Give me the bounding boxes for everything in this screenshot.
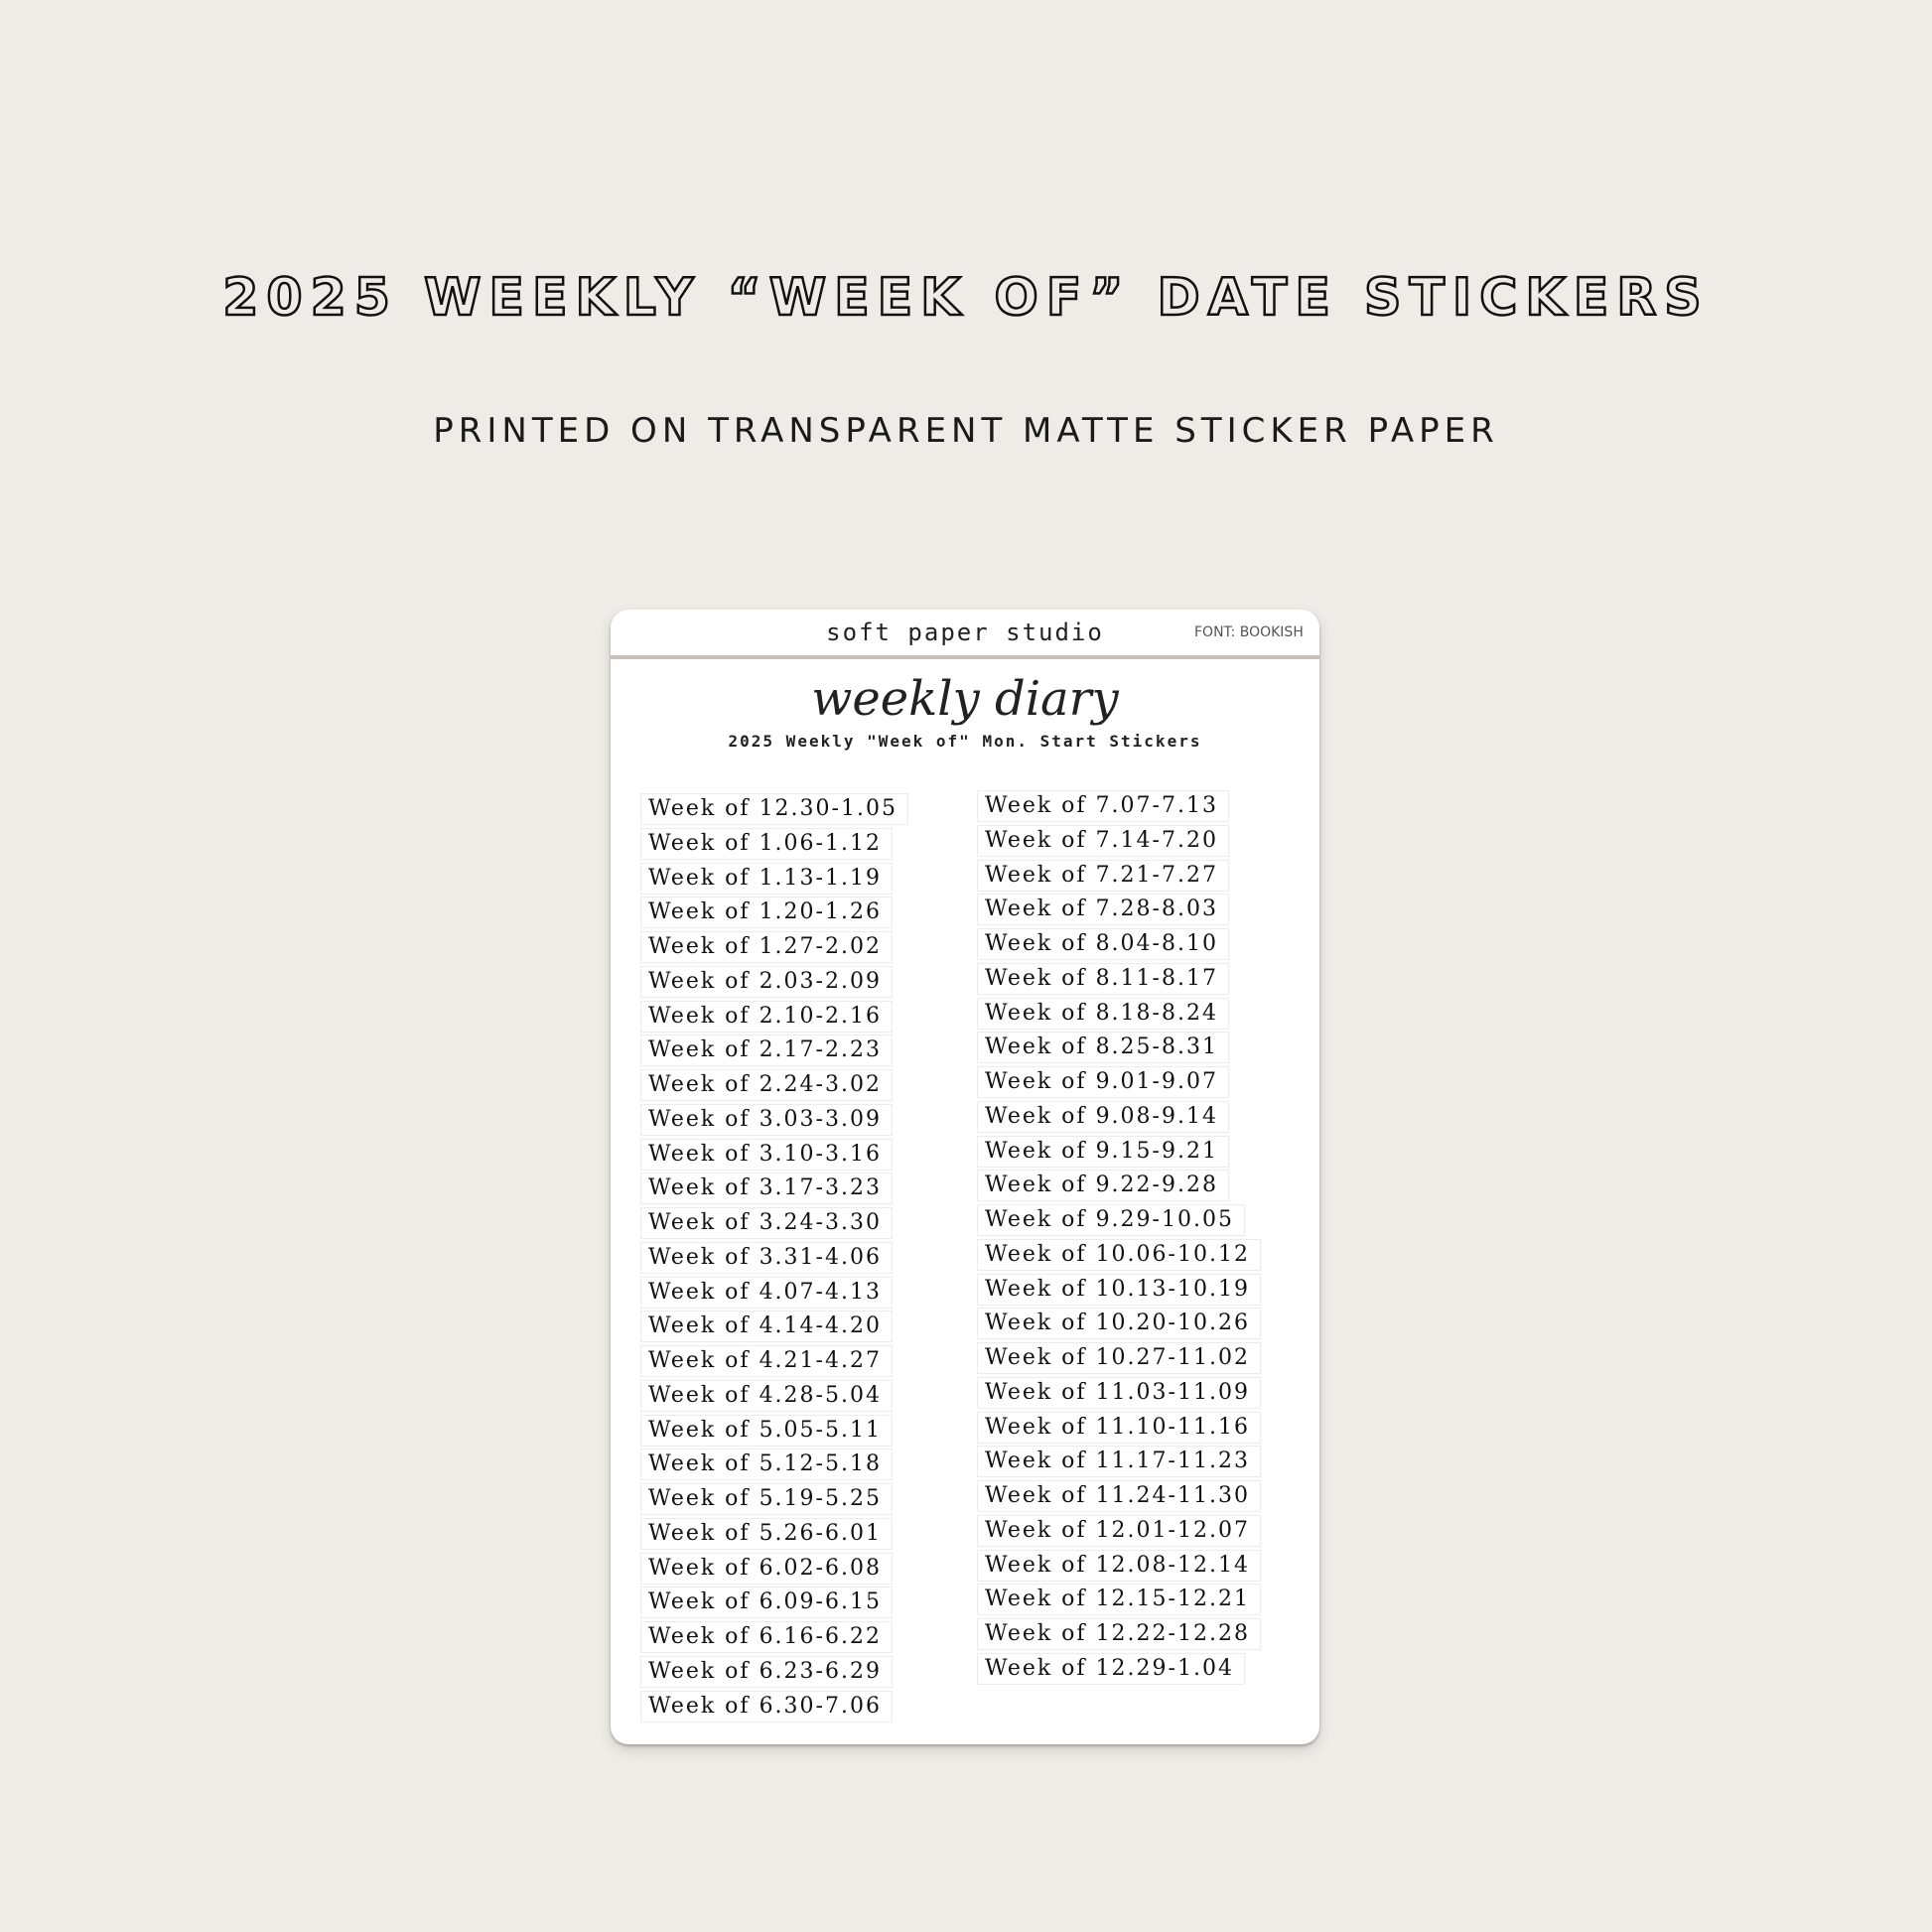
- date-sticker: [977, 1136, 1261, 1171]
- date-sticker: [977, 1066, 1261, 1101]
- date-sticker: [640, 1483, 908, 1518]
- date-sticker-label: Week of 8.25-8.31: [977, 1032, 1229, 1063]
- date-sticker-label: Week of 6.02-6.08: [640, 1553, 893, 1585]
- date-sticker: [640, 1587, 908, 1621]
- font-note: FONT: BOOKISH: [1194, 624, 1304, 640]
- date-sticker-label: Week of 12.08-12.14: [977, 1550, 1261, 1582]
- date-sticker: [640, 1311, 908, 1345]
- date-sticker-label: Week of 9.29-10.05: [977, 1204, 1245, 1236]
- date-sticker: [640, 897, 908, 931]
- date-sticker-label: Week of 1.27-2.02: [640, 931, 893, 963]
- date-sticker-label: Week of 3.03-3.09: [640, 1104, 893, 1136]
- date-sticker: [640, 1621, 908, 1656]
- date-sticker-label: Week of 1.20-1.26: [640, 897, 893, 928]
- right-sticker-column: [977, 790, 1261, 1688]
- date-sticker-label: Week of 9.15-9.21: [977, 1136, 1229, 1168]
- date-sticker: [977, 1239, 1261, 1274]
- date-sticker-label: Week of 12.01-12.07: [977, 1515, 1261, 1547]
- date-sticker-label: Week of 3.10-3.16: [640, 1139, 893, 1171]
- date-sticker-label: Week of 2.24-3.02: [640, 1069, 893, 1101]
- sheet-script-title: weekly diary: [811, 671, 1119, 727]
- date-sticker-label: Week of 3.24-3.30: [640, 1207, 893, 1239]
- date-sticker-label: Week of 6.23-6.29: [640, 1656, 893, 1688]
- date-sticker-label: Week of 7.21-7.27: [977, 860, 1229, 892]
- date-sticker-label: Week of 9.01-9.07: [977, 1066, 1229, 1098]
- date-sticker: [640, 1069, 908, 1104]
- date-sticker: [977, 1550, 1261, 1585]
- date-sticker-label: Week of 12.30-1.05: [640, 793, 908, 825]
- date-sticker: [640, 1345, 908, 1380]
- date-sticker: [977, 1584, 1261, 1618]
- date-sticker: [977, 1412, 1261, 1447]
- date-sticker-label: Week of 7.28-8.03: [977, 894, 1229, 925]
- date-sticker-label: Week of 12.15-12.21: [977, 1584, 1261, 1615]
- date-sticker: [640, 1656, 908, 1691]
- date-sticker-label: Week of 11.10-11.16: [977, 1412, 1261, 1444]
- date-sticker-label: Week of 8.18-8.24: [977, 998, 1229, 1030]
- date-sticker-label: Week of 6.30-7.06: [640, 1691, 893, 1723]
- date-sticker-label: Week of 12.29-1.04: [977, 1653, 1245, 1685]
- header-divider: [611, 655, 1319, 659]
- date-sticker-label: Week of 1.13-1.19: [640, 863, 893, 895]
- date-sticker-label: Week of 9.08-9.14: [977, 1101, 1229, 1133]
- date-sticker-label: Week of 2.17-2.23: [640, 1035, 893, 1066]
- sheet-subtitle: 2025 Weekly "Week of" Mon. Start Stickers: [728, 732, 1202, 751]
- page-title: 2025 WEEKLY “WEEK OF” DATE STICKERS: [222, 268, 1710, 328]
- date-sticker: [640, 1380, 908, 1415]
- date-sticker-label: Week of 4.07-4.13: [640, 1277, 893, 1309]
- sheet-header: [611, 610, 1319, 655]
- date-sticker-label: Week of 8.11-8.17: [977, 963, 1229, 995]
- date-sticker-label: Week of 10.06-10.12: [977, 1239, 1261, 1271]
- date-sticker-label: Week of 3.31-4.06: [640, 1242, 893, 1274]
- date-sticker: [977, 1515, 1261, 1550]
- date-sticker-label: Week of 4.28-5.04: [640, 1380, 893, 1412]
- date-sticker: [640, 1518, 908, 1553]
- date-sticker-label: Week of 4.14-4.20: [640, 1311, 893, 1342]
- date-sticker: [977, 1308, 1261, 1342]
- date-sticker: [640, 1104, 908, 1139]
- date-sticker: [977, 1446, 1261, 1480]
- date-sticker-label: Week of 8.04-8.10: [977, 928, 1229, 960]
- date-sticker: [640, 1449, 908, 1483]
- date-sticker-label: Week of 6.16-6.22: [640, 1621, 893, 1653]
- date-sticker-label: Week of 7.14-7.20: [977, 825, 1229, 857]
- page-subtitle: PRINTED ON TRANSPARENT MATTE STICKER PAPER: [433, 411, 1499, 451]
- date-sticker: [640, 1277, 908, 1311]
- date-sticker: [977, 894, 1261, 928]
- date-sticker: [977, 1032, 1261, 1066]
- date-sticker-label: Week of 11.03-11.09: [977, 1377, 1261, 1409]
- date-sticker: [977, 1101, 1261, 1136]
- date-sticker-label: Week of 7.07-7.13: [977, 790, 1229, 822]
- date-sticker-label: Week of 4.21-4.27: [640, 1345, 893, 1377]
- date-sticker: [977, 1170, 1261, 1204]
- date-sticker: [977, 1653, 1261, 1688]
- date-sticker-label: Week of 5.19-5.25: [640, 1483, 893, 1515]
- date-sticker: [640, 1001, 908, 1035]
- date-sticker-label: Week of 9.22-9.28: [977, 1170, 1229, 1201]
- date-sticker: [977, 1204, 1261, 1239]
- date-sticker: [977, 860, 1261, 895]
- date-sticker: [977, 928, 1261, 963]
- date-sticker: [977, 963, 1261, 998]
- date-sticker: [977, 1480, 1261, 1515]
- date-sticker-label: Week of 5.05-5.11: [640, 1415, 893, 1447]
- date-sticker: [640, 966, 908, 1001]
- date-sticker-label: Week of 2.03-2.09: [640, 966, 893, 998]
- date-sticker: [640, 1242, 908, 1277]
- date-sticker: [977, 1342, 1261, 1377]
- date-sticker-label: Week of 10.27-11.02: [977, 1342, 1261, 1374]
- date-sticker: [640, 828, 908, 863]
- date-sticker: [640, 1207, 908, 1242]
- date-sticker: [977, 790, 1261, 825]
- date-sticker: [977, 1618, 1261, 1653]
- date-sticker: [640, 1415, 908, 1449]
- date-sticker-label: Week of 2.10-2.16: [640, 1001, 893, 1033]
- date-sticker-label: Week of 12.22-12.28: [977, 1618, 1261, 1650]
- date-sticker-label: Week of 1.06-1.12: [640, 828, 893, 860]
- date-sticker: [977, 998, 1261, 1033]
- date-sticker: [640, 1553, 908, 1587]
- date-sticker-label: Week of 11.24-11.30: [977, 1480, 1261, 1512]
- date-sticker-label: Week of 10.13-10.19: [977, 1274, 1261, 1306]
- date-sticker-label: Week of 6.09-6.15: [640, 1587, 893, 1618]
- date-sticker: [640, 1691, 908, 1725]
- date-sticker-label: Week of 5.26-6.01: [640, 1518, 893, 1550]
- date-sticker: [640, 931, 908, 966]
- date-sticker: [977, 825, 1261, 860]
- date-sticker: [977, 1377, 1261, 1412]
- date-sticker-label: Week of 11.17-11.23: [977, 1446, 1261, 1477]
- date-sticker-label: Week of 3.17-3.23: [640, 1173, 893, 1204]
- date-sticker: [640, 1139, 908, 1173]
- sticker-sheet: [611, 610, 1319, 1744]
- date-sticker: [640, 1035, 908, 1069]
- date-sticker: [640, 863, 908, 897]
- date-sticker-label: Week of 5.12-5.18: [640, 1449, 893, 1480]
- date-sticker: [977, 1274, 1261, 1309]
- date-sticker: [640, 793, 908, 828]
- brand-name: soft paper studio: [826, 619, 1104, 646]
- date-sticker-label: Week of 10.20-10.26: [977, 1308, 1261, 1339]
- left-sticker-column: [640, 793, 908, 1725]
- date-sticker: [640, 1173, 908, 1207]
